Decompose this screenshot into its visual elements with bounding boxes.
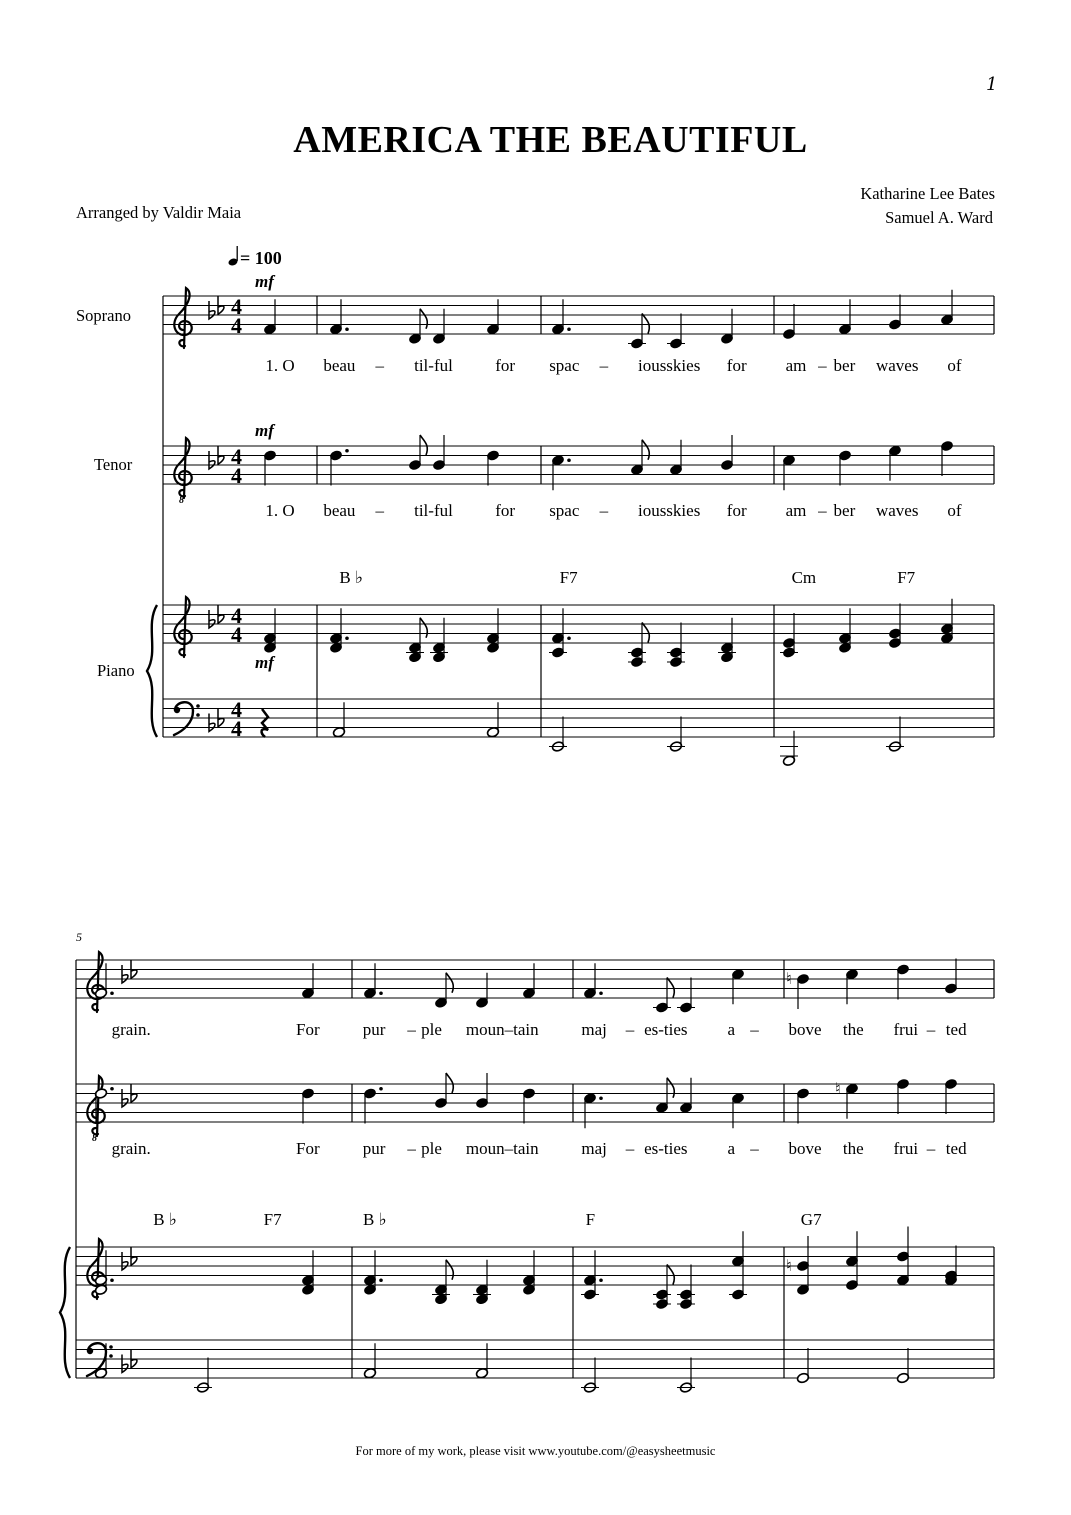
flat-icon [122, 1252, 128, 1270]
augmentation-dot [345, 449, 349, 453]
lyric-syllable-soprano: for [495, 356, 516, 375]
quarter-rest-icon [262, 709, 268, 737]
lyric-syllable-tenor: ple [421, 1139, 442, 1158]
lyric-syllable-soprano: grain. [111, 1020, 151, 1039]
chord-symbol: F7 [897, 568, 916, 587]
augmentation-dot [379, 991, 383, 995]
lyric-syllable-tenor: grain. [111, 1139, 151, 1158]
bass-clef-dot [87, 1348, 93, 1354]
lyric-syllable-tenor: of [947, 501, 962, 520]
lyric-syllable-soprano: ple [421, 1020, 442, 1039]
lyric-syllable-soprano: waves [875, 356, 919, 375]
lyric-syllable-soprano: 1. O [265, 356, 295, 375]
augmentation-dot [345, 327, 349, 331]
augmentation-dot [110, 1087, 114, 1091]
note-flag [642, 623, 649, 643]
lyric-syllable-soprano: – [599, 356, 609, 375]
lyric-syllable-soprano: es-ties [644, 1020, 688, 1039]
lyric-syllable-soprano: til-ful [414, 356, 453, 375]
tenor-staff [163, 446, 994, 484]
treble-clef-icon [174, 438, 191, 498]
piano-bass-staff [163, 699, 994, 737]
note-flag [420, 618, 427, 638]
note-flag [420, 435, 427, 455]
lyric-syllable-soprano: am [785, 356, 807, 375]
footer-note: For more of my work, please visit www.youtube.com/@easysheetmusic [355, 1444, 716, 1458]
note-flag [446, 1260, 453, 1280]
bass-clef-dot [109, 1345, 113, 1349]
augmentation-dot [599, 991, 603, 995]
measure-number: 5 [76, 930, 82, 944]
treble-clef-icon [87, 952, 104, 1012]
augmentation-dot [110, 991, 114, 995]
augmentation-dot [599, 1096, 603, 1100]
flat-icon [209, 451, 215, 469]
lyric-syllable-soprano: For [296, 1020, 320, 1039]
note-flag [642, 440, 649, 460]
bass-clef-dot [196, 713, 200, 717]
flat-icon [209, 610, 215, 628]
augmentation-dot [379, 1278, 383, 1282]
augmentation-dot [599, 1278, 603, 1282]
lyric-syllable-tenor: the [842, 1139, 864, 1158]
augmentation-dot [345, 636, 349, 640]
augmentation-dot [379, 1087, 383, 1091]
natural-icon: ♮ [835, 1080, 841, 1098]
natural-icon: ♮ [786, 1258, 792, 1275]
piano-treble-staff [76, 1247, 994, 1285]
bass-clef-dot [109, 1354, 113, 1358]
lyric-syllable-tenor: ted [945, 1139, 967, 1158]
flat-icon [122, 1089, 128, 1107]
chord-symbol: B ♭ [339, 568, 364, 587]
note-flag [642, 314, 649, 334]
lyric-syllable-soprano: iousskies [637, 356, 701, 375]
octave-eight-mark: 8 [179, 495, 184, 506]
augmentation-dot [110, 1278, 114, 1282]
lyric-syllable-tenor: maj [581, 1139, 607, 1158]
chord-symbol: F [585, 1210, 596, 1229]
note-flag [446, 973, 453, 993]
lyric-syllable-soprano: – [407, 1020, 416, 1039]
arranger-credit: Arranged by Valdir Maia [76, 203, 242, 222]
lyric-syllable-tenor: for [726, 501, 747, 520]
instrument-soprano: Soprano [76, 306, 131, 325]
note-flag [667, 1265, 674, 1285]
lyric-syllable-tenor: ber [833, 501, 856, 520]
chord-symbol: F7 [559, 568, 578, 587]
treble-clef-icon [174, 597, 191, 657]
lyric-syllable-soprano: ted [945, 1020, 967, 1039]
flat-icon [209, 714, 215, 732]
lyric-syllable-soprano: – [926, 1020, 936, 1039]
lyric-syllable-tenor: am [785, 501, 807, 520]
flat-icon [122, 1355, 128, 1373]
chord-symbol: F7 [263, 1210, 282, 1229]
lyric-syllable-tenor: For [296, 1139, 320, 1158]
time-signature-bottom: 4 [231, 463, 242, 488]
lyric-syllable-soprano: a [727, 1020, 736, 1039]
piano-brace-icon [60, 1247, 70, 1378]
time-signature-bottom: 4 [231, 313, 242, 338]
soprano-staff [76, 960, 994, 998]
tempo-bpm: = 100 [240, 248, 282, 268]
lyric-syllable-soprano: of [947, 356, 962, 375]
lyric-syllable-soprano: – [818, 356, 827, 375]
lyric-syllable-tenor: 1. O [265, 501, 295, 520]
time-signature-top: 4 [231, 294, 242, 319]
lyric-syllable-tenor: a [727, 1139, 736, 1158]
lyric-syllable-tenor: – [926, 1139, 936, 1158]
lyric-syllable-tenor: til-ful [414, 501, 453, 520]
lyric-syllable-soprano: bove [788, 1020, 822, 1039]
time-signature-bottom: 4 [231, 622, 242, 647]
note-flag [667, 978, 674, 998]
augmentation-dot [567, 636, 571, 640]
augmentation-dot [567, 327, 571, 331]
piano-bass-staff [76, 1340, 994, 1378]
page-number: 1 [986, 74, 998, 95]
piano-treble-staff [163, 605, 994, 643]
flat-icon [122, 965, 128, 983]
time-signature-bottom: 4 [231, 716, 242, 741]
lyric-syllable-tenor: – [818, 501, 827, 520]
lyric-syllable-tenor: for [495, 501, 516, 520]
lyric-syllable-tenor: – [407, 1139, 416, 1158]
piano-brace-icon [147, 605, 157, 737]
lyricist-credit: Katharine Lee Bates [860, 184, 995, 203]
soprano-staff [163, 296, 994, 334]
lyric-syllable-soprano: – [625, 1020, 635, 1039]
note-flag [446, 1073, 453, 1093]
lyric-syllable-tenor: moun–tain [465, 1139, 539, 1158]
bass-clef-dot [174, 707, 180, 713]
composer-credit: Samuel A. Ward [885, 208, 993, 227]
natural-icon: ♮ [786, 971, 792, 988]
treble-clef-icon [174, 288, 191, 348]
lyric-syllable-tenor: waves [875, 501, 919, 520]
lyric-syllable-tenor: spac [549, 501, 580, 520]
lyric-syllable-tenor: – [599, 501, 609, 520]
note-flag [420, 309, 427, 329]
bass-clef-dot [196, 704, 200, 708]
lyric-syllable-tenor: bove [788, 1139, 822, 1158]
chord-symbol: B ♭ [363, 1210, 387, 1229]
lyric-syllable-tenor: iousskies [637, 501, 701, 520]
lyric-syllable-soprano: the [842, 1020, 864, 1039]
instrument-piano: Piano [97, 661, 135, 680]
time-signature-top: 4 [231, 697, 242, 722]
lyric-syllable-tenor: – [375, 501, 384, 520]
lyric-syllable-tenor: es-ties [644, 1139, 688, 1158]
chord-symbol: Cm [791, 568, 817, 587]
lyric-syllable-soprano: – [375, 356, 384, 375]
note-flag [667, 1078, 674, 1098]
lyric-syllable-tenor: pur [362, 1139, 386, 1158]
dynamic-mf: mf [255, 272, 274, 291]
lyric-syllable-tenor: beau [323, 501, 356, 520]
octave-eight-mark: 8 [92, 1133, 97, 1144]
time-signature-top: 4 [231, 603, 242, 628]
lyric-syllable-soprano: beau [323, 356, 356, 375]
lyric-syllable-soprano: maj [581, 1020, 607, 1039]
lyric-syllable-tenor: – [625, 1139, 635, 1158]
lyric-syllable-tenor: frui [893, 1139, 919, 1158]
page-title: AMERICA THE BEAUTIFUL [293, 119, 808, 161]
augmentation-dot [567, 458, 571, 462]
dynamic-mf: mf [255, 421, 274, 440]
lyric-syllable-soprano: spac [549, 356, 580, 375]
dynamic-mf: mf [255, 653, 274, 672]
lyric-syllable-soprano: – [750, 1020, 759, 1039]
chord-symbol: G7 [800, 1210, 822, 1229]
lyric-syllable-soprano: frui [893, 1020, 919, 1039]
lyric-syllable-soprano: ber [833, 356, 856, 375]
instrument-tenor: Tenor [94, 455, 133, 474]
lyric-syllable-tenor: – [750, 1139, 759, 1158]
lyric-syllable-soprano: pur [362, 1020, 386, 1039]
lyric-syllable-soprano: moun–tain [465, 1020, 539, 1039]
time-signature-top: 4 [231, 444, 242, 469]
flat-icon [209, 301, 215, 319]
lyric-syllable-soprano: for [726, 356, 747, 375]
chord-symbol: B ♭ [153, 1210, 177, 1229]
